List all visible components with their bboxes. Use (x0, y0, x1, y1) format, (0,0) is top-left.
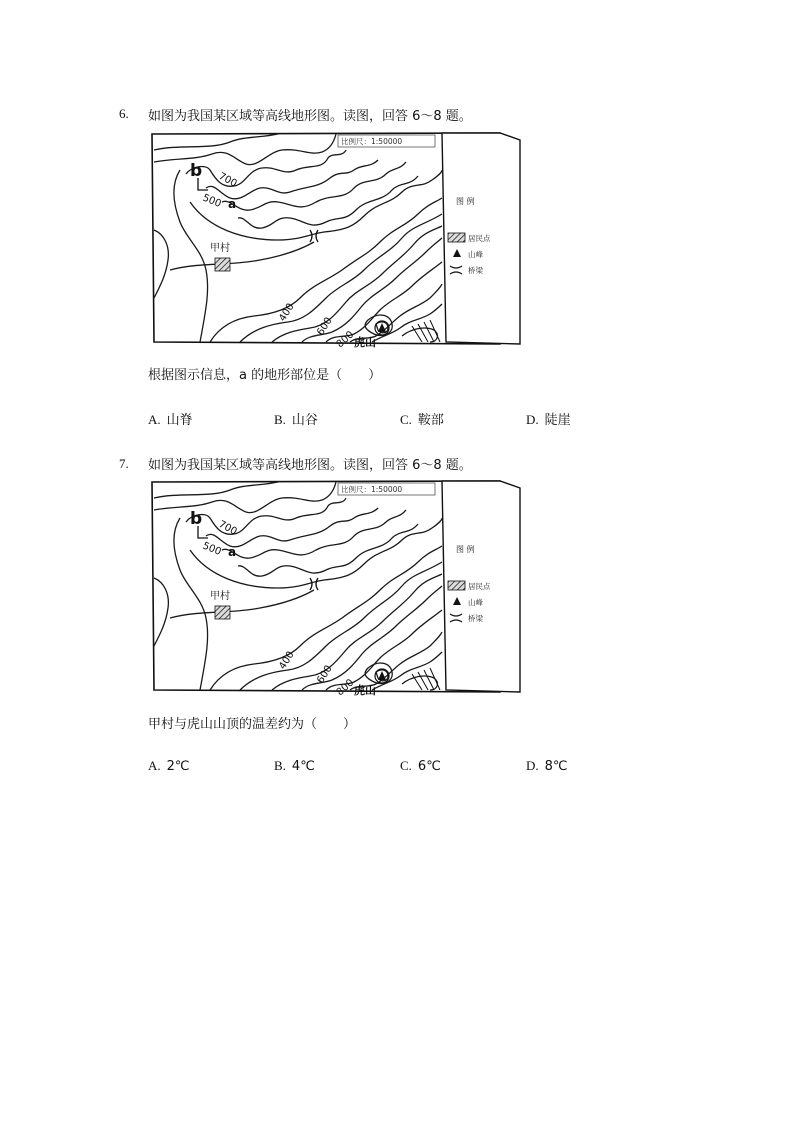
option-text: 8℃ (544, 759, 568, 774)
legend-bridge-label: 桥梁 (468, 614, 483, 623)
legend-title: 图 例 (456, 545, 475, 554)
option-letter: A. (148, 758, 161, 773)
legend-village-label: 居民点 (468, 582, 491, 591)
option-text: 4℃ (291, 759, 315, 774)
legend-peak-label: 山峰 (468, 598, 483, 607)
contour-label-500: 500 (200, 540, 223, 558)
contour-label-800: 800 (334, 677, 357, 698)
option-d[interactable] (526, 409, 571, 428)
option-c[interactable] (400, 409, 444, 428)
contour-label-500: 500 (200, 192, 223, 210)
contour-label-700: 700 (216, 170, 239, 190)
legend-bridge-label: 桥梁 (468, 266, 483, 275)
option-text: 陡崖 (544, 413, 571, 428)
question-number: 6. (119, 106, 129, 121)
village-marker (215, 606, 230, 619)
label-mountain: 虎山 (354, 684, 376, 697)
option-text: 6℃ (417, 759, 441, 774)
label-a: a (228, 545, 237, 559)
option-letter: A. (148, 412, 161, 427)
contour-label-600: 600 (315, 315, 335, 338)
legend-village-swatch (448, 233, 465, 242)
question-text: 甲村与虎山山顶的温差约为（ ） (148, 717, 357, 732)
scale-text: 比例尺：1:50000 (341, 485, 403, 494)
label-b: b (190, 509, 203, 529)
option-c[interactable] (400, 758, 441, 774)
option-b[interactable] (274, 758, 315, 774)
contour-label-700: 700 (216, 518, 239, 538)
option-b[interactable] (274, 409, 318, 428)
legend-peak-label: 山峰 (468, 250, 483, 259)
peak-icon (378, 323, 386, 332)
option-letter: B. (274, 412, 286, 427)
label-village: 甲村 (210, 591, 230, 602)
contour-map (150, 130, 522, 350)
label-village: 甲村 (210, 243, 230, 254)
bridge-icon (310, 230, 318, 242)
option-text: 山脊 (166, 413, 193, 428)
label-a: a (228, 197, 237, 211)
option-text: 鞍部 (417, 413, 444, 428)
option-letter: B. (274, 758, 286, 773)
scale-text: 比例尺：1:50000 (341, 137, 403, 146)
option-letter: C. (400, 758, 412, 773)
label-mountain: 虎山 (354, 336, 376, 349)
legend-title: 图 例 (456, 197, 475, 206)
contour-map (150, 478, 522, 698)
bridge-icon (310, 578, 318, 590)
option-text: 山谷 (291, 413, 318, 428)
legend-village-label: 居民点 (468, 234, 491, 243)
contour-map-svg (150, 130, 522, 350)
question-stem: 如图为我国某区域等高线地形图。读图，回答 6～8 题。 (148, 109, 472, 124)
option-letter: D. (526, 412, 539, 427)
legend-village-swatch (448, 581, 465, 590)
contour-label-400: 400 (277, 649, 297, 672)
option-a[interactable] (148, 409, 193, 428)
contour-label-600: 600 (315, 663, 335, 686)
contour-map-svg (150, 478, 522, 698)
option-d[interactable] (526, 758, 568, 774)
label-b: b (190, 161, 203, 181)
question-stem: 如图为我国某区域等高线地形图。读图，回答 6～8 题。 (148, 458, 472, 473)
option-letter: D. (526, 758, 539, 773)
option-text: 2℃ (166, 759, 190, 774)
option-a[interactable] (148, 758, 190, 774)
peak-icon (378, 671, 386, 680)
contour-label-400: 400 (277, 301, 297, 324)
question-number: 7. (119, 456, 129, 471)
option-letter: C. (400, 412, 412, 427)
question-text: 根据图示信息，a 的地形部位是（ ） (148, 368, 382, 383)
contour-label-800: 800 (334, 329, 357, 350)
village-marker (215, 258, 230, 271)
